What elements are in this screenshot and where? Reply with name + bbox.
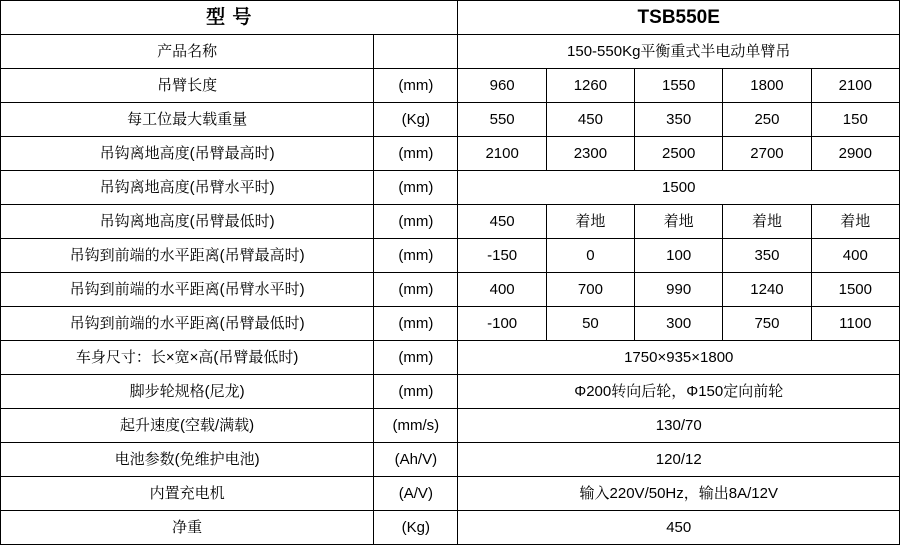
row-value: 2500 bbox=[635, 137, 723, 171]
row-value: 着地 bbox=[546, 205, 634, 239]
row-unit: (A/V) bbox=[374, 477, 458, 511]
row-unit: (mm) bbox=[374, 137, 458, 171]
row-unit: (mm) bbox=[374, 171, 458, 205]
row-unit: (mm) bbox=[374, 307, 458, 341]
header-label-cell: 型 号 bbox=[1, 1, 458, 35]
row-value-merged: 1750×935×1800 bbox=[458, 341, 900, 375]
row-label: 吊钩到前端的水平距离(吊臂水平时) bbox=[1, 273, 374, 307]
row-value-merged: 120/12 bbox=[458, 443, 900, 477]
row-value: 2900 bbox=[811, 137, 899, 171]
row-value: 990 bbox=[635, 273, 723, 307]
table-row bbox=[1, 409, 900, 443]
table-row bbox=[1, 443, 900, 477]
row-label: 吊钩离地高度(吊臂最高时) bbox=[1, 137, 374, 171]
row-label: 内置充电机 bbox=[1, 477, 374, 511]
row-value-merged: 150-550Kg平衡重式半电动单臂吊 bbox=[458, 35, 900, 69]
row-value: 350 bbox=[723, 239, 811, 273]
row-value: 550 bbox=[458, 103, 546, 137]
header-model-cell: TSB550E bbox=[458, 1, 900, 35]
row-value: 2700 bbox=[723, 137, 811, 171]
row-label: 吊臂长度 bbox=[1, 69, 374, 103]
row-value-merged: Φ200转向后轮，Φ150定向前轮 bbox=[458, 375, 900, 409]
row-value: 1550 bbox=[635, 69, 723, 103]
row-value-merged: 1500 bbox=[458, 171, 900, 205]
row-label: 吊钩离地高度(吊臂水平时) bbox=[1, 171, 374, 205]
table-row bbox=[1, 69, 900, 103]
row-label: 吊钩离地高度(吊臂最低时) bbox=[1, 205, 374, 239]
row-value: 400 bbox=[458, 273, 546, 307]
row-value: 2100 bbox=[458, 137, 546, 171]
row-value: 400 bbox=[811, 239, 899, 273]
row-value: 300 bbox=[635, 307, 723, 341]
table-body bbox=[1, 1, 900, 545]
row-label: 吊钩到前端的水平距离(吊臂最高时) bbox=[1, 239, 374, 273]
row-unit bbox=[374, 35, 458, 69]
row-label: 电池参数(免维护电池) bbox=[1, 443, 374, 477]
row-unit: (mm) bbox=[374, 273, 458, 307]
row-label: 产品名称 bbox=[1, 35, 374, 69]
table-row bbox=[1, 307, 900, 341]
row-value-merged: 450 bbox=[458, 511, 900, 545]
table-header-row bbox=[1, 1, 900, 35]
table-row bbox=[1, 239, 900, 273]
row-label: 脚步轮规格(尼龙) bbox=[1, 375, 374, 409]
row-value: 1260 bbox=[546, 69, 634, 103]
row-value: 1500 bbox=[811, 273, 899, 307]
row-value: 着地 bbox=[635, 205, 723, 239]
table-row bbox=[1, 341, 900, 375]
row-value: 450 bbox=[546, 103, 634, 137]
row-value-merged: 输入220V/50Hz，输出8A/12V bbox=[458, 477, 900, 511]
row-unit: (mm) bbox=[374, 69, 458, 103]
row-value: -100 bbox=[458, 307, 546, 341]
row-unit: (mm) bbox=[374, 205, 458, 239]
row-value: 2100 bbox=[811, 69, 899, 103]
row-value: 1100 bbox=[811, 307, 899, 341]
row-value: 0 bbox=[546, 239, 634, 273]
row-value: 2300 bbox=[546, 137, 634, 171]
table-row bbox=[1, 205, 900, 239]
row-value: -150 bbox=[458, 239, 546, 273]
row-value: 960 bbox=[458, 69, 546, 103]
table-row bbox=[1, 171, 900, 205]
row-label: 净重 bbox=[1, 511, 374, 545]
row-label: 吊钩到前端的水平距离(吊臂最低时) bbox=[1, 307, 374, 341]
row-value: 750 bbox=[723, 307, 811, 341]
row-label: 起升速度(空载/满载) bbox=[1, 409, 374, 443]
table-row bbox=[1, 35, 900, 69]
row-unit: (Ah/V) bbox=[374, 443, 458, 477]
table-row bbox=[1, 511, 900, 545]
row-label: 每工位最大载重量 bbox=[1, 103, 374, 137]
row-value: 50 bbox=[546, 307, 634, 341]
row-value: 250 bbox=[723, 103, 811, 137]
row-value: 1800 bbox=[723, 69, 811, 103]
row-unit: (mm) bbox=[374, 239, 458, 273]
row-value-merged: 130/70 bbox=[458, 409, 900, 443]
row-value: 着地 bbox=[723, 205, 811, 239]
row-unit: (mm/s) bbox=[374, 409, 458, 443]
row-value: 1240 bbox=[723, 273, 811, 307]
row-value: 700 bbox=[546, 273, 634, 307]
row-label: 车身尺寸：长×宽×高(吊臂最低时) bbox=[1, 341, 374, 375]
row-value: 100 bbox=[635, 239, 723, 273]
row-value: 350 bbox=[635, 103, 723, 137]
row-unit: (Kg) bbox=[374, 103, 458, 137]
row-unit: (mm) bbox=[374, 375, 458, 409]
table-row bbox=[1, 477, 900, 511]
row-unit: (mm) bbox=[374, 341, 458, 375]
row-value: 着地 bbox=[811, 205, 899, 239]
table-row bbox=[1, 273, 900, 307]
table-row bbox=[1, 137, 900, 171]
table-row bbox=[1, 103, 900, 137]
row-value: 450 bbox=[458, 205, 546, 239]
table-row bbox=[1, 375, 900, 409]
row-unit: (Kg) bbox=[374, 511, 458, 545]
row-value: 150 bbox=[811, 103, 899, 137]
